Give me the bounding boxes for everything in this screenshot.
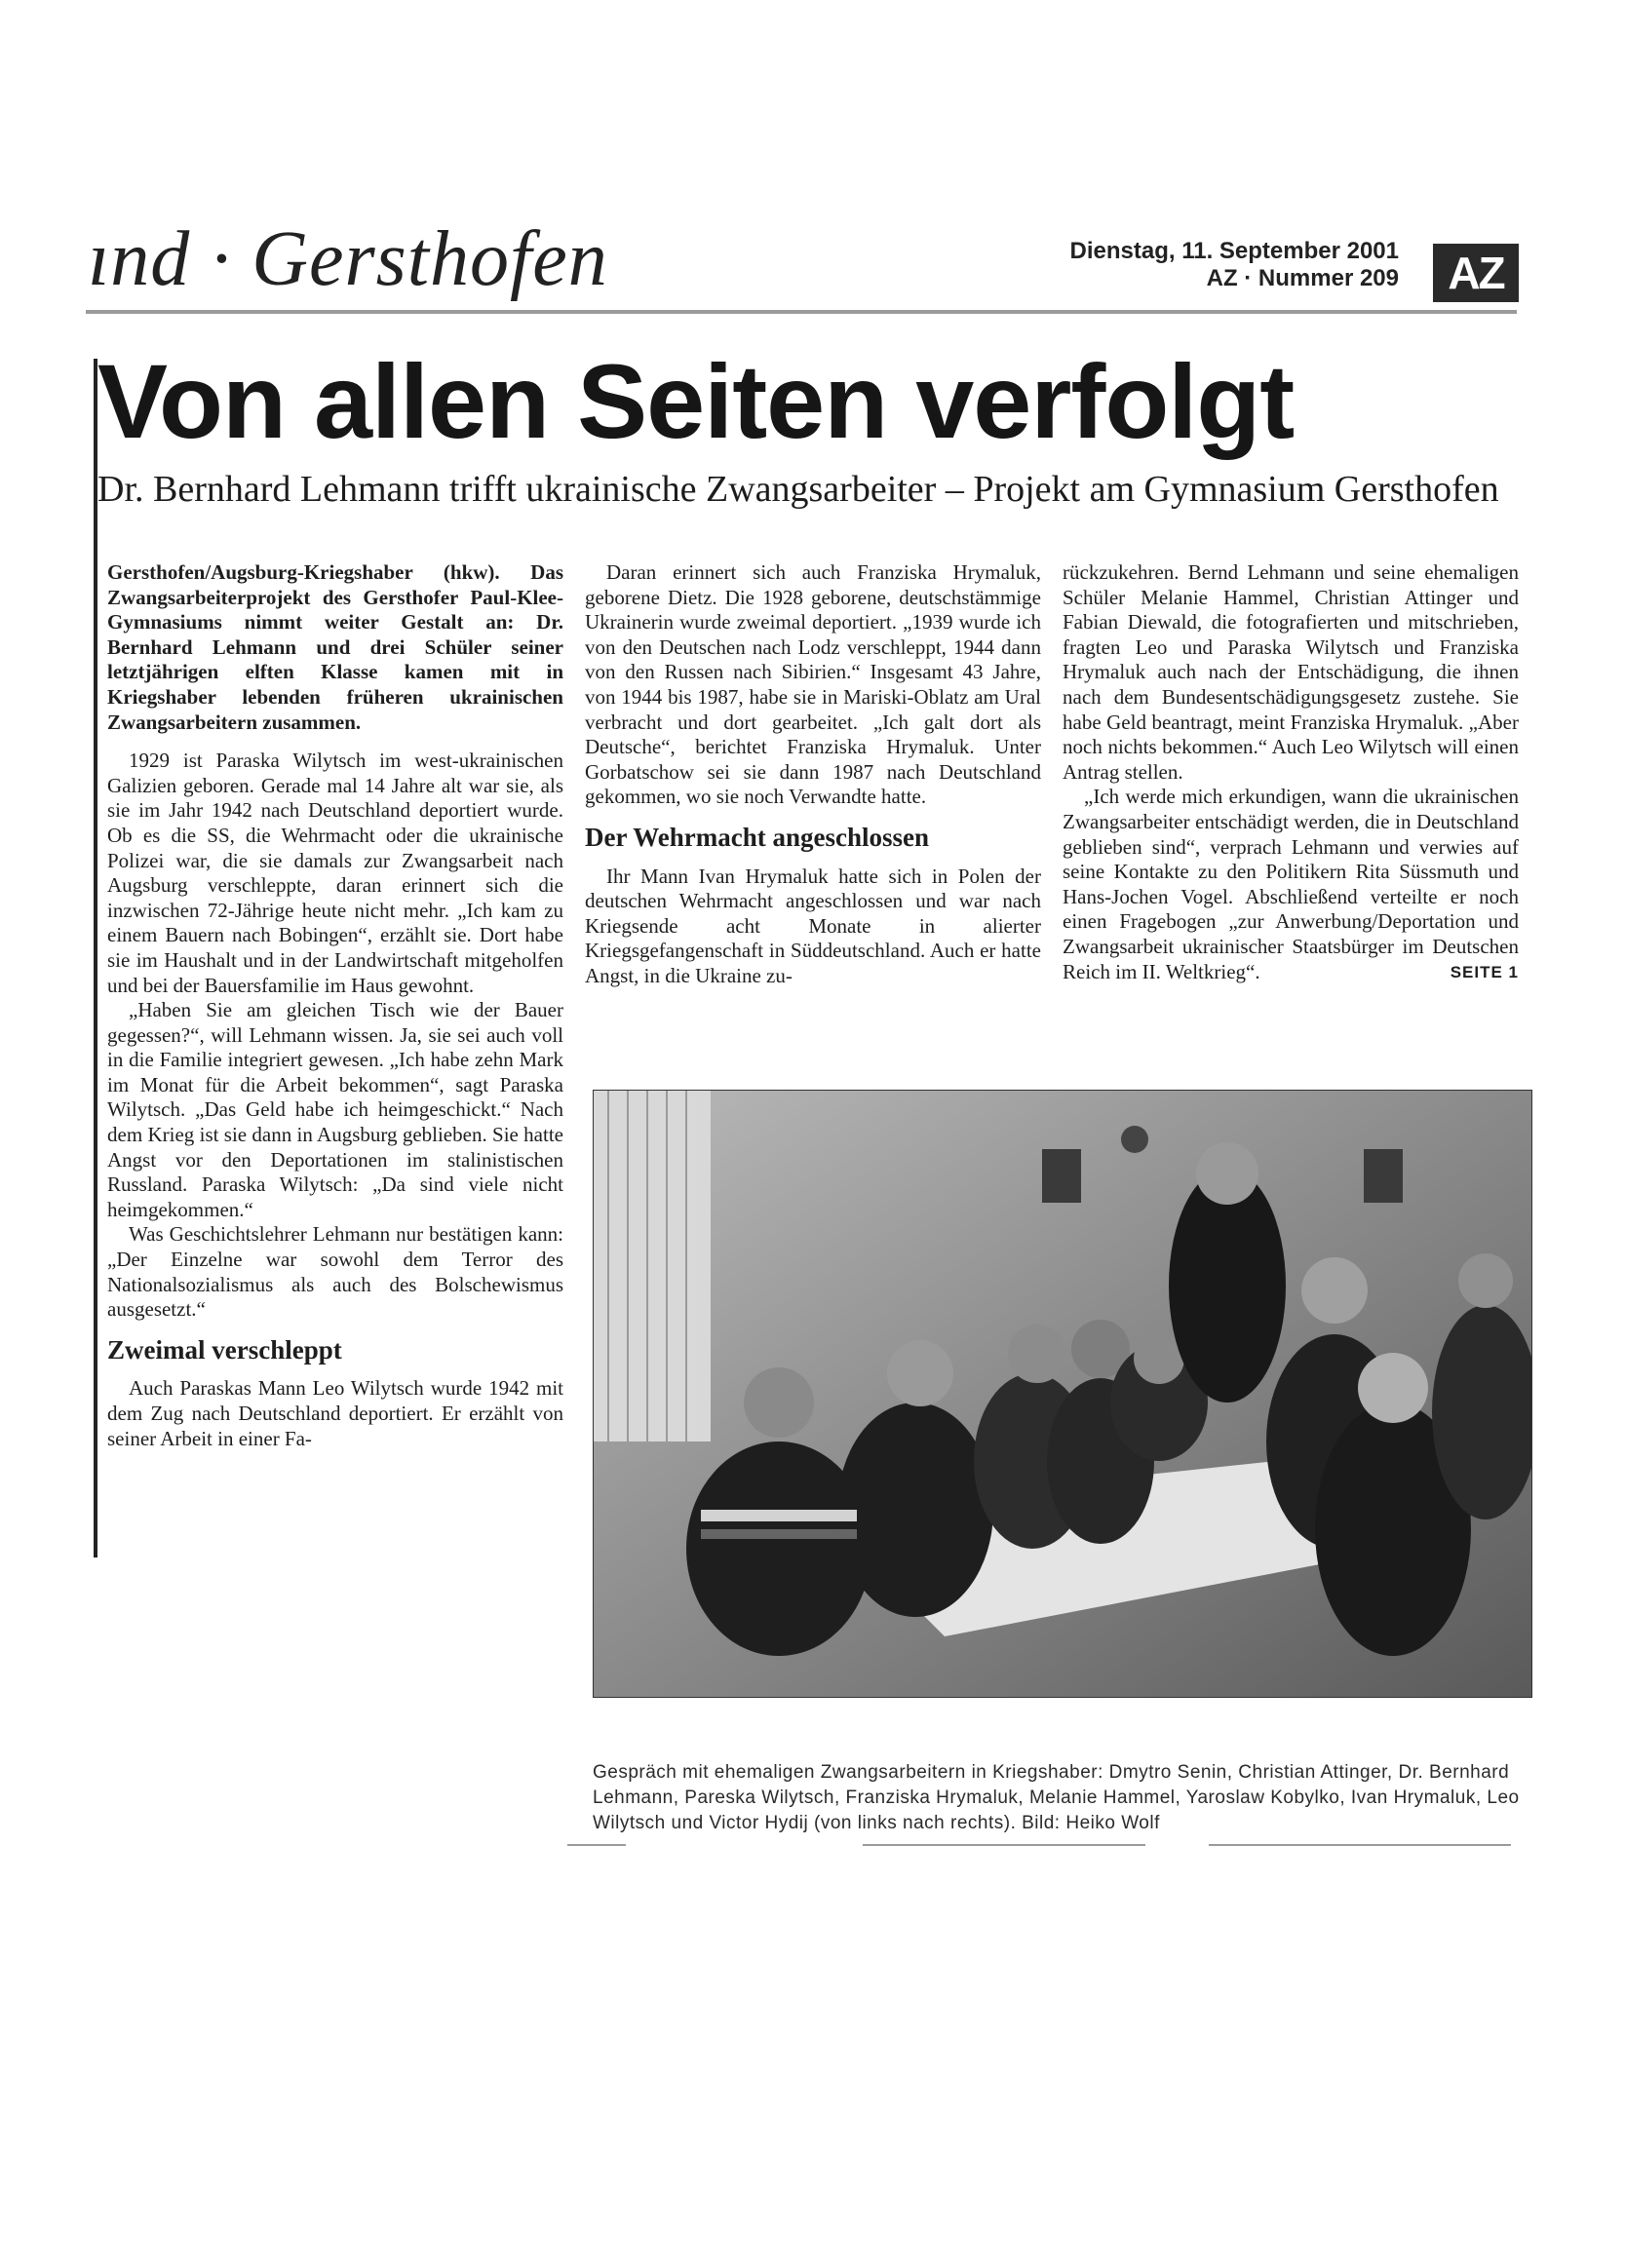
paragraph <box>1063 785 1519 984</box>
paragraph: Auch Paraskas Mann Leo Wilytsch wurde 1942 mit dem Zug nach Deutschland deportiert. Er erzählt von seiner Arbeit in einer Fa- <box>107 1376 563 1450</box>
bottom-rule <box>1209 1844 1511 1846</box>
article-subheadline: Dr. Bernhard Lehmann trifft ukrainische Zwangsarbeiter – Projekt am Gymnasium Gersthofen <box>97 469 1499 510</box>
photo-caption: Gespräch mit ehemaligen Zwangsarbeitern in Kriegshaber: Dmytro Senin, Christian Attinger, Dr. Bernhard Lehmann, Pareska Wilytsch, Franziska Hrymaluk, Melanie Hammel, Yaroslaw Kobylko, Ivan Hrymaluk, Leo Wilytsch und Victor Hydij (von links nach rechts). Bild: Heiko Wolf <box>593 1762 1520 1833</box>
issue-number: AZ · Nummer 209 <box>1206 265 1399 291</box>
article-column-3 <box>1063 560 1519 984</box>
paragraph: Was Geschichtslehrer Lehmann nur bestätigen kann: „Der Einzelne war sowohl dem Terror des Nationalsozialismus als auch des Bolschewismus ausgesetzt.“ <box>107 1222 563 1322</box>
masthead-rule <box>86 310 1517 314</box>
paragraph: 1929 ist Paraska Wilytsch im west-ukrainischen Galizien geboren. Gerade mal 14 Jahre alt war sie, als sie im Jahr 1942 nach Deutschland deportiert wurde. Ob es die SS, die Wehrmacht oder die ukrainische Polizei war, die sie damals zur Zwangsarbeit nach Augsburg verschleppte, daran erinnert sich die inzwischen 72-Jährige heute nicht mehr. „Ich kam zu einem Bauern nach Bobingen“, erzählt sie. Dort habe sie im Haushalt und in der Landwirtschaft mitgeholfen und bei der Bauersfamilie im Haus gewohnt. <box>107 749 563 997</box>
page-reference: SEITE 1 <box>1450 962 1519 981</box>
bottom-rule <box>567 1844 626 1846</box>
paragraph: Ihr Mann Ivan Hrymaluk hatte sich in Polen der deutschen Wehrmacht angeschlossen und war nach Kriegsende acht Monate in alierter Kriegsgefangenschaft in Süddeutschland. Auch er hatte Angst, in die Ukraine zu- <box>585 864 1041 987</box>
paragraph: „Haben Sie am gleichen Tisch wie der Bauer gegessen?“, will Lehmann wissen. Ja, sie sei auch voll in die Familie integriert gewesen. „Ich habe zehn Mark im Monat für die Arbeit bekommen“, sagt Paraska Wilytsch. „Das Geld habe ich heimgeschickt.“ Nach dem Krieg ist sie dann in Augsburg geblieben. Sie hatte Angst vor den Deportationen im stalinistischen Russland. Paraska Wilytsch: „Da sind viele nicht heimgekommen.“ <box>107 998 563 1221</box>
article-photo <box>593 1090 1532 1698</box>
dateline <box>1063 238 1399 292</box>
article-column-2 <box>585 560 1041 989</box>
newspaper-logo: AZ <box>1433 244 1519 302</box>
paragraph-text: „Ich werde mich erkundigen, wann die ukrainischen Zwangsarbeiter entschädigt werden, die in Deutschland geblieben sind“, verprach Lehmann und verwies auf seine Kontakte zu den Politikern Rita Süssmuth und Hans-Jochen Vogel. Abschließend verteilte er noch einen Fragebogen „zur Anwerbung/Deportation und Zwangsarbeit ukrainischer Staatsbürger im Deutschen Reich im II. Weltkrieg“. <box>1063 785 1519 983</box>
article-headline: Von allen Seiten verfolgt <box>97 342 1295 460</box>
article-column-1 <box>107 560 563 1557</box>
section-heading: Der Wehrmacht angeschlossen <box>585 822 929 852</box>
article-side-rule <box>94 359 97 1557</box>
section-heading: Zweimal verschleppt <box>107 1334 342 1365</box>
paragraph: rückzukehren. Bernd Lehmann und seine ehemaligen Schüler Melanie Hammel, Christian Attinger und Fabian Diewald, die fotografierten und mitschrieben, fragten Leo und Paraska Wilytsch und Franziska Hrymaluk auch nach der Entschädigung, die ihnen nach dem Bundesentschädigungsgesetz zustehe. Sie habe Geld beantragt, meint Franziska Hrymaluk. „Aber noch nichts bekommen.“ Auch Leo Wilytsch will einen Antrag stellen. <box>1063 560 1519 784</box>
photo-scene <box>594 1091 1531 1697</box>
section-masthead: ınd · Gersthofen <box>88 216 608 302</box>
issue-date: Dienstag, 11. September 2001 <box>1069 238 1399 264</box>
bottom-rule <box>863 1844 1145 1846</box>
paragraph: Daran erinnert sich auch Franziska Hrymaluk, geborene Dietz. Die 1928 geborene, deutschstämmige Ukrainerin wurde zweimal deportiert. „1939 wurde ich von den Deutschen nach Lodz verschleppt, 1944 dann von den Russen nach Sibirien.“ Insgesamt 43 Jahre, von 1944 bis 1987, habe sie in Mariski-Oblatz am Ural verbracht und dort gearbeitet. „Ich galt dort als Deutsche“, berichtet Franziska Hrymaluk. Unter Gorbatschow sei sie dann 1987 nach Deutschland gekommen, wo sie noch Verwandte hatte. <box>585 560 1041 809</box>
article-lead: Gersthofen/Augsburg-Kriegshaber (hkw). Das Zwangsarbeiterprojekt des Gersthofer Paul-Klee-Gymnasiums nimmt weiter Gestalt an: Dr. Bernhard Lehmann und drei Schüler seiner letztjährigen elften Klasse kamen mit in Kriegshaber lebenden früheren ukrainischen Zwangsarbeitern zusammen. <box>107 560 563 734</box>
